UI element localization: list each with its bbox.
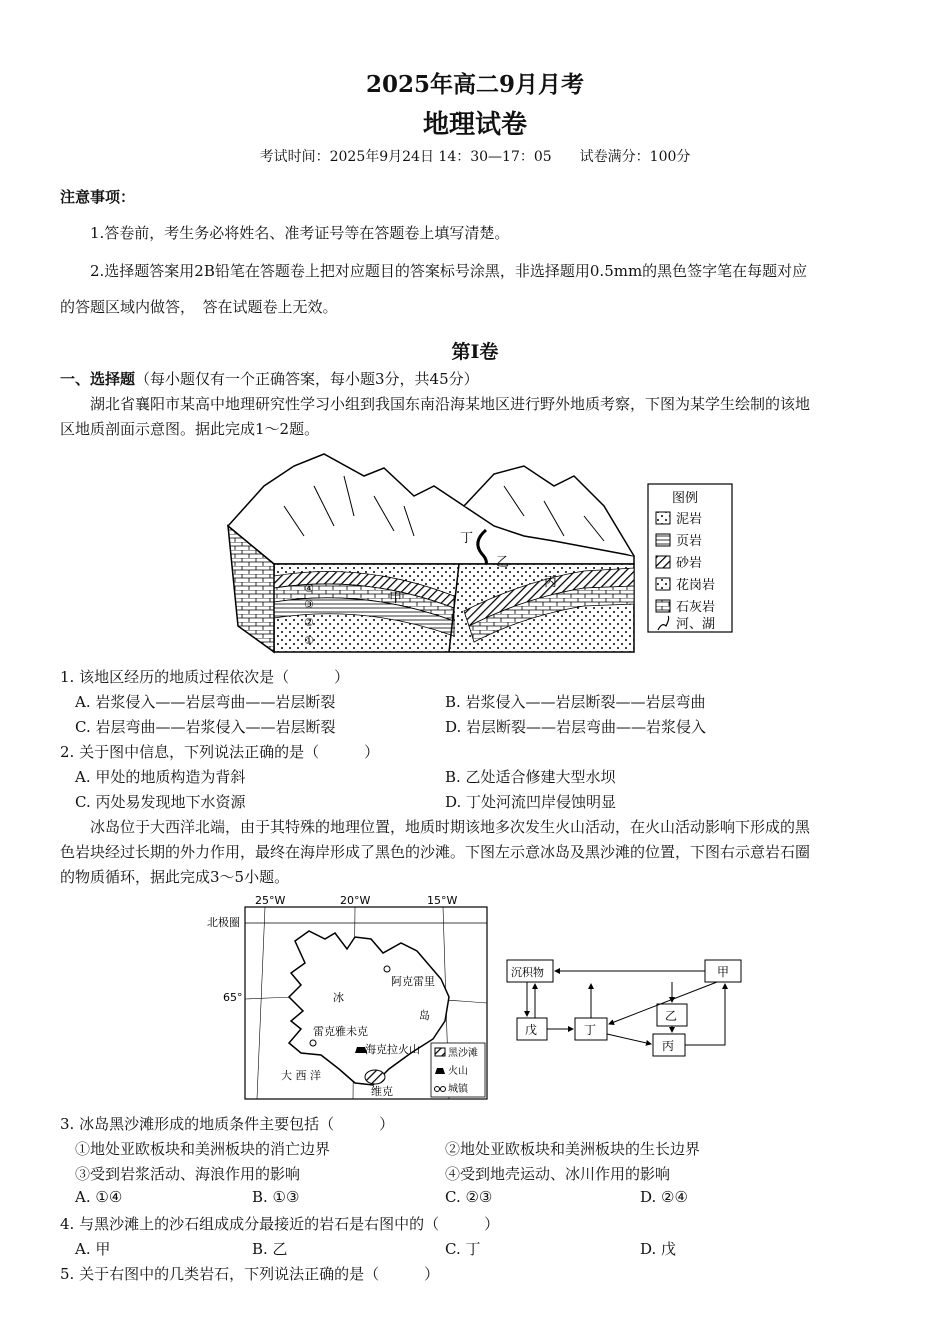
label-vik: 维克 [371,1085,393,1098]
label-bing: 丙 [544,575,558,590]
notice-heading: 注意事项： [60,188,136,206]
notice-item-2: 2.选择题答案用2B铅笔在答题卷上把对应题目的答案标号涂黑，非选择题用0.5mm的黑色签字笔在每题对应 [90,262,808,280]
q3-statement-3: ③受到岩浆活动、海浪作用的影响 [75,1165,301,1183]
q1-stem: 1. 该地区经历的地质过程依次是（ ） [60,668,350,686]
legend-title: 图例 [672,491,699,506]
q3-statement-1: ①地处亚欧板块和美洲板块的消亡边界 [75,1140,331,1158]
legend-black-beach: 黑沙滩 [448,1048,478,1059]
node-jia: 甲 [717,965,730,979]
label-n2: ② [304,616,314,629]
passage1-line1: 湖北省襄阳市某高中地理研究性学习小组到我国东南沿海某地区进行野外地质考察，下图为某学生绘制的该地 [90,395,811,413]
q1-option-c: C. 岩层弯曲——岩浆侵入——岩层断裂 [75,718,336,736]
q2-option-d: D. 丁处河流凹岸侵蚀明显 [445,793,617,811]
arctic-circle-label: 北极圈 [207,916,240,929]
q4-option-a: A. 甲 [75,1240,111,1258]
label-n4: ④ [304,582,314,595]
lon-25w: 25°W [255,894,286,907]
legend-granite: 花岗岩 [676,578,716,593]
q3-option-d: D. ②④ [640,1188,688,1206]
q3-option-c: C. ②③ [445,1188,493,1206]
rock-cycle-diagram [505,954,745,1064]
q2-option-c: C. 丙处易发现地下水资源 [75,793,246,811]
legend-shale: 页岩 [676,534,703,549]
exam-info: 考试时间：2025年9月24日 14：30—17：05 试卷满分：100分 [259,149,691,165]
q2-option-b: B. 乙处适合修建大型水坝 [445,768,616,786]
iceland-map [205,893,495,1105]
q5-stem: 5. 关于右图中的几类岩石，下列说法正确的是（ ） [60,1265,440,1283]
label-reykjavik: 雷克雅未克 [313,1025,368,1038]
q4-option-d: D. 戊 [640,1240,677,1258]
label-yi: 乙 [496,555,510,570]
q2-option-a: A. 甲处的地质构造为背斜 [75,768,246,786]
q3-option-a: A. ①④ [75,1188,123,1206]
legend-limestone: 石灰岩 [676,600,716,615]
label-jia: 甲 [389,591,403,606]
legend-river-lake: 河、湖 [676,617,716,632]
geologic-section-figure [224,446,734,658]
notice-item-2-cont: 的答题区域内做答， 答在试题卷上无效。 [60,298,338,316]
lat-65-label: 65° [223,991,243,1004]
q1-option-d: D. 岩层断裂——岩层弯曲——岩浆侵入 [445,718,707,736]
q2-stem: 2. 关于图中信息，下列说法正确的是（ ） [60,743,380,761]
section-heading [60,368,479,389]
legend-volcano: 火山 [448,1066,468,1077]
node-yi: 乙 [665,1009,678,1023]
section-note: （每小题仅有一个正确答案，每小题3分，共45分） [135,370,479,388]
legend-town: 城镇 [448,1084,468,1095]
label-ding: 丁 [460,531,474,546]
node-ding: 丁 [584,1023,597,1037]
label-atlantic: 大 西 洋 [281,1069,321,1082]
q4-option-c: C. 丁 [445,1240,481,1258]
q3-statement-4: ④受到地壳运动、冰川作用的影响 [445,1165,671,1183]
label-island: 岛 [419,1009,430,1022]
exam-title: 2025年高二9月月考 [365,71,585,98]
label-n3: ③ [304,598,314,611]
section-label: 一、选择题 [60,370,136,388]
q3-option-b: B. ①③ [252,1188,300,1206]
lon-20w: 20°W [340,894,371,907]
q4-stem: 4. 与黑沙滩上的沙石组成成分最接近的岩石是右图中的（ ） [60,1215,500,1233]
label-ice: 冰 [333,991,344,1004]
node-wu: 戊 [525,1023,538,1037]
label-hekla: 海克拉火山 [365,1043,420,1056]
notice-item-1: 1.答卷前，考生务必将姓名、准考证号等在答题卷上填写清楚。 [90,224,510,242]
part-title: 第Ⅰ卷 [451,341,499,363]
lon-15w: 15°W [427,894,458,907]
label-akureyri: 阿克雷里 [391,975,435,988]
passage2-line3: 的物质循环，据此完成3～5小题。 [60,868,290,886]
subject-title: 地理试卷 [422,110,527,140]
q1-option-b: B. 岩浆侵入——岩层断裂——岩层弯曲 [445,693,706,711]
q3-stem: 3. 冰岛黑沙滩形成的地质条件主要包括（ ） [60,1115,395,1133]
passage2-line2: 色岩块经过长期的外力作用，最终在海岸形成了黑色的沙滩。下图左示意冰岛及黑沙滩的位置，下图右示意岩石圈 [60,843,811,861]
q1-option-a: A. 岩浆侵入——岩层弯曲——岩层断裂 [75,693,336,711]
legend-mudstone: 泥岩 [676,512,703,527]
passage1-line2: 区地质剖面示意图。据此完成1～2题。 [60,420,320,438]
passage2-line1: 冰岛位于大西洋北端，由于其特殊的地理位置，地质时期该地多次发生火山活动，在火山活动影响下形成的黑 [90,818,811,836]
node-sediment: 沉积物 [511,966,544,979]
label-n1: ① [304,634,314,647]
legend-sandstone: 砂岩 [676,556,703,571]
node-bing: 丙 [662,1039,675,1053]
q3-statement-2: ②地处亚欧板块和美洲板块的生长边界 [445,1140,701,1158]
q4-option-b: B. 乙 [252,1240,288,1258]
